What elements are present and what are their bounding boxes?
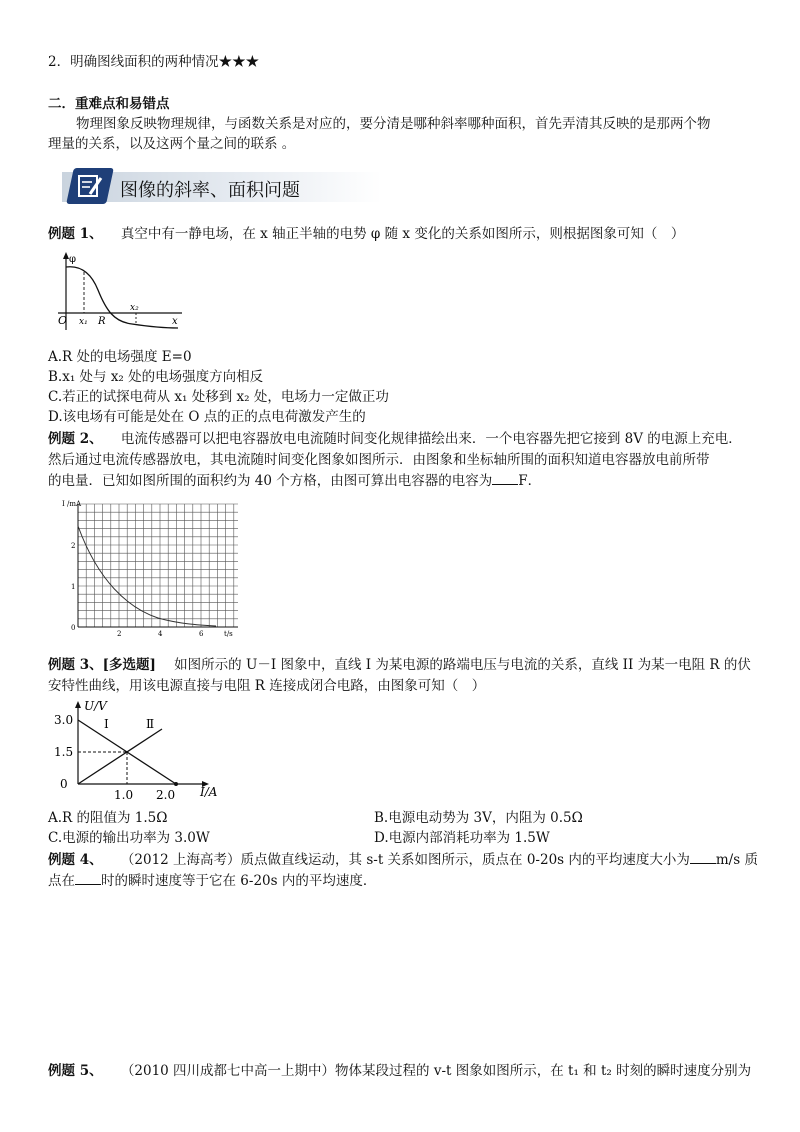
example-5-label: 例题 5、	[48, 1063, 103, 1079]
example-3-ui-graph	[52, 698, 232, 802]
example-1-potential-graph	[52, 250, 188, 336]
banner-title: 图像的斜率、面积问题	[120, 180, 300, 201]
example-1-option-c: C.若正的试探电荷从 x₁ 处移到 x₂ 处，电场力一定做正功	[48, 389, 389, 405]
example-1-option-d: D.该电场有可能是处在 O 点的正的点电荷激发产生的	[48, 409, 366, 425]
y-tick-3.0: 3.0	[54, 713, 74, 727]
example-2-label: 例题 2、	[48, 431, 103, 447]
average-velocity-blank	[690, 851, 716, 864]
example-1-text: 真空中有一静电场，在 x 轴正半轴的电势 φ 随 x 变化的关系如图所示，则根据图象可知（ ）	[120, 226, 685, 242]
pencil-note-icon	[66, 168, 114, 204]
time-axis-label: t/s	[224, 630, 233, 638]
instant-time-blank	[75, 872, 101, 885]
discharge-curve	[78, 526, 216, 626]
origin-label: O	[58, 314, 68, 327]
example-2-line-3	[48, 471, 752, 491]
line-II-label: Ⅱ	[146, 717, 155, 731]
example-3-text-1: 如图所示的 U－I 图象中，直线 I 为某电源的路端电压与电流的关系，直线 II 为某一电阻 R 的伏	[174, 657, 751, 673]
voltage-axis-label: U/V	[84, 699, 107, 713]
x2-label: x₂	[130, 303, 139, 313]
section-banner	[62, 168, 382, 204]
x-tick-4: 4	[158, 630, 163, 638]
point-2.0A	[174, 782, 178, 786]
current-axis-label: I/A	[200, 785, 218, 799]
y-tick-1.5: 1.5	[54, 745, 74, 759]
example-2-current-time-graph	[58, 496, 244, 640]
section-2-title: 二．重难点和易错点	[48, 96, 170, 112]
capacitance-answer-blank	[492, 472, 518, 485]
x1-label: x₁	[79, 317, 88, 327]
current-axis-label: I /mA	[62, 500, 82, 508]
example-3-option-d: D.电源内部消耗功率为 1.5W	[374, 830, 550, 846]
x-tick-2: 2	[117, 630, 122, 638]
example-4-label: 例题 4、	[48, 852, 103, 868]
x-label: x	[172, 316, 178, 327]
example-1-question	[48, 224, 752, 244]
example-5-text: （2010 四川成都七中高一上期中）物体某段过程的 v-t 图象如图所示，在 t₁ 和 t₂ 时刻的瞬时速度分别为	[120, 1063, 752, 1079]
example-3-label: 例题 3、[多选题]	[48, 657, 156, 673]
example-2-line-2: 然后通过电流传感器放电，其电流随时间变化图象如图所示．由图象和坐标轴所围的面积知道电容器放电前所带	[48, 452, 710, 468]
y-tick-1: 1	[71, 583, 76, 591]
example-3-option-a: A.R 的阻值为 1.5Ω	[48, 810, 168, 826]
R-label: R	[98, 316, 106, 327]
section-2-paragraph-line-2: 理量的关系，以及这两个量之间的联系 。	[48, 136, 296, 152]
example-3-option-b: B.电源电动势为 3V，内阻为 0.5Ω	[374, 810, 583, 826]
example-4-text-2a: 点在	[48, 873, 75, 889]
example-1-label: 例题 1、	[48, 226, 103, 242]
y-tick-0: 0	[60, 777, 68, 791]
voltage-axis-arrow-icon	[75, 701, 81, 708]
example-4-line-1	[48, 850, 758, 870]
example-3-option-c: C.电源的输出功率为 3.0W	[48, 830, 210, 846]
y-tick-0: 0	[71, 624, 76, 632]
line-II-resistor	[78, 729, 162, 784]
grid	[78, 504, 238, 627]
example-4-line-2	[48, 871, 752, 891]
example-4-text-2b: 时的瞬时速度等于它在 6-20s 内的平均速度．	[101, 873, 377, 889]
x-tick-2.0: 2.0	[156, 788, 176, 802]
example-3-line-2: 安特性曲线，用该电源直接与电阻 R 连接成闭合电路，由图象可知（ ）	[48, 678, 486, 694]
example-3-line-1	[48, 655, 752, 675]
example-2-text-1: 电流传感器可以把电容器放电电流随时间变化规律描绘出来．一个电容器先把它接到 8V 的电源上充电．	[120, 431, 742, 447]
example-1-option-a: A.R 处的电场强度 E=0	[48, 349, 192, 365]
phi-label: φ	[69, 254, 77, 265]
y-tick-2: 2	[71, 542, 76, 550]
example-2-text-3a: 的电量．已知如图所围的面积约为 40 个方格，由图可算出电容器的电容为	[48, 473, 493, 489]
example-4-text-1b: m/s 质	[715, 852, 758, 868]
example-5-line-1	[48, 1061, 752, 1081]
example-4-text-1a: （2012 上海高考）质点做直线运动，其 s-t 关系如图所示，质点在 0-20s 内的平均速度大小为	[120, 852, 690, 868]
example-2-text-3b: F．	[518, 473, 542, 489]
x-tick-1.0: 1.0	[114, 788, 134, 802]
example-1-option-b: B.x₁ 处与 x₂ 处的电场强度方向相反	[48, 369, 264, 385]
section-2-paragraph-line-1: 物理图象反映物理规律，与函数关系是对应的，要分清是哪种斜率哪种面积，首先弄清其反映的是那两个物	[76, 116, 711, 132]
line-I-label: I	[104, 717, 109, 731]
example-2-line-1	[48, 429, 752, 449]
heading-2: 2．明确图线面积的两种情况★★★	[48, 54, 260, 70]
x-tick-6: 6	[199, 630, 204, 638]
